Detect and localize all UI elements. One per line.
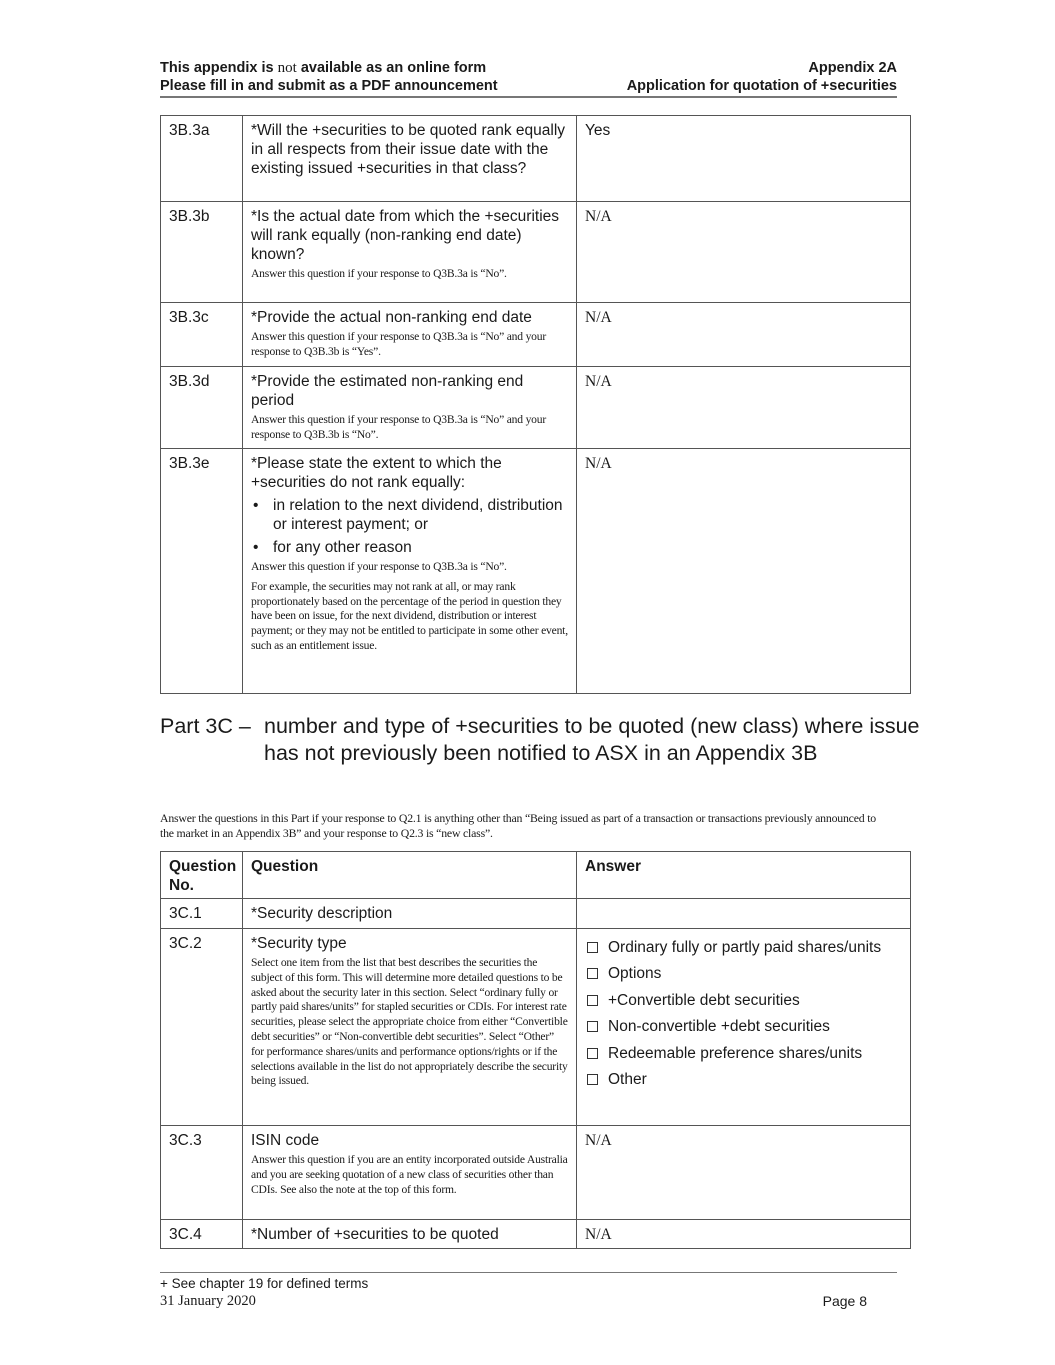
option-redeemable-preference[interactable]: Redeemable preference shares/units — [585, 1040, 902, 1067]
question-number: 3C.2 — [161, 929, 243, 1126]
question-number: 3B.3d — [161, 367, 243, 449]
question-number: 3C.4 — [161, 1220, 243, 1249]
option-options[interactable]: Options — [585, 961, 902, 988]
table-row — [161, 202, 911, 303]
column-header-answer: Answer — [577, 852, 911, 899]
question-text: *Security description — [243, 899, 577, 929]
page-number: Page 8 — [822, 1293, 867, 1309]
header-appendix-label: Appendix 2A — [808, 60, 897, 76]
table-row — [161, 449, 911, 694]
option-ordinary-shares[interactable]: Ordinary fully or partly paid shares/units — [585, 934, 902, 961]
column-header-question: Question — [243, 852, 577, 899]
question-text: *Is the actual date from which the +securities will rank equally (non-ranking end date) known? — [251, 208, 560, 263]
bullet-item: • in relation to the next dividend, distribution or interest payment; or — [253, 497, 563, 533]
question-number: 3C.1 — [161, 899, 243, 929]
question-number: 3B.3a — [161, 116, 243, 202]
question-number: 3B.3b — [161, 202, 243, 303]
checkbox-icon[interactable] — [587, 968, 598, 979]
answer-field[interactable]: N/A — [577, 1220, 911, 1249]
question-number: 3B.3c — [161, 303, 243, 367]
question-note: Answer this question if your response to Q3B.3a is “No”. — [251, 267, 507, 280]
question-cell — [243, 303, 577, 367]
answer-field[interactable]: N/A — [577, 1126, 911, 1220]
option-other[interactable]: Other — [585, 1067, 902, 1094]
table-row — [161, 1126, 911, 1220]
question-note: Answer this question if your response to Q3B.3a is “No” and your response to Q3B.3b is “No”. — [251, 413, 547, 441]
question-text: *Provide the estimated non-ranking end period — [251, 373, 524, 409]
question-cell — [243, 202, 577, 303]
part-3c-intro: Answer the questions in this Part if your response to Q2.1 is anything other than “Being issued as part of a transaction or transactions previously announced to the market in an Appendix 3B” and your response to Q2.3 is “new class”. — [160, 811, 876, 840]
question-example-note: For example, the securities may not rank at all, or may rank proportionately based on the percentage of the period in question they have been on issue, for the next dividend, distribution or interest payment; or they may not be entitled to participate in some other event, such as an entitlement issue. — [251, 579, 568, 652]
question-note: Select one item from the list that best describes the securities the subject of this form. This will determine more detailed questions to be asked about the security later in this section. Select “ordinary fully or partly paid shares/units” for stapled securities or CDIs. For interest rate securities, please select the appropriate choice from either “Convertible debt securities” or “Non-convertible debt securities”. Select “Other” for performance shares/units and performance options/rights or if the selections available in the list do not appropriately describe the security being issued. — [251, 956, 568, 1088]
table-row — [161, 303, 911, 367]
header-notice-line2: Please fill in and submit as a PDF announcement — [160, 78, 498, 94]
question-cell — [243, 367, 577, 449]
security-type-options — [577, 929, 911, 1126]
answer-field[interactable]: N/A — [577, 449, 911, 694]
answer-field[interactable]: N/A — [577, 202, 911, 303]
bullet-icon: • — [253, 539, 259, 556]
question-note: Answer this question if your response to Q3B.3a is “No” and your response to Q3B.3b is “Yes”. — [251, 330, 547, 358]
option-convertible-debt[interactable]: +Convertible debt securities — [585, 987, 902, 1014]
question-text: *Number of +securities to be quoted — [243, 1220, 577, 1249]
part-3c-label: Part 3C – — [160, 714, 251, 738]
question-note: Answer this question if your response to Q3B.3a is “No”. — [251, 560, 507, 573]
answer-field[interactable]: N/A — [577, 367, 911, 449]
question-text: ISIN code — [251, 1132, 320, 1149]
part-3b-table — [160, 115, 911, 694]
table-header-row — [161, 852, 911, 899]
header-form-title: Application for quotation of +securities — [626, 78, 897, 94]
checkbox-icon[interactable] — [587, 942, 598, 953]
question-cell — [243, 1126, 577, 1220]
answer-field[interactable]: N/A — [577, 303, 911, 367]
table-row — [161, 367, 911, 449]
page-footer — [160, 1272, 897, 1310]
checkbox-icon[interactable] — [587, 1021, 598, 1032]
table-row — [161, 1220, 911, 1249]
question-number: 3B.3e — [161, 449, 243, 694]
question-text: *Please state the extent to which the +securities do not rank equally: — [251, 455, 502, 491]
column-header-no: Question No. — [161, 852, 243, 899]
question-number: 3C.3 — [161, 1126, 243, 1220]
question-text: *Security type — [251, 935, 347, 952]
bullet-icon: • — [253, 497, 259, 514]
option-non-convertible-debt[interactable]: Non-convertible +debt securities — [585, 1014, 902, 1041]
footer-date: 31 January 2020 — [160, 1293, 256, 1309]
question-cell — [243, 929, 577, 1126]
page-header — [160, 59, 897, 98]
question-text: *Provide the actual non-ranking end date — [251, 309, 532, 326]
table-row — [161, 899, 911, 929]
question-note: Answer this question if you are an entity incorporated outside Australia and you are seeking quotation of a new class of securities other than CDIs. See also the note at the top of this form. — [251, 1153, 568, 1196]
header-notice-line1: This appendix is not available as an online form — [160, 60, 487, 76]
question-text: *Will the +securities to be quoted rank equally in all respects from their issue date with the existing issued +securities in that class? — [243, 116, 577, 202]
answer-field[interactable]: Yes — [577, 116, 911, 202]
checkbox-icon[interactable] — [587, 1074, 598, 1085]
table-row — [161, 116, 911, 202]
bullet-item: • for any other reason — [253, 539, 412, 556]
part-3c-title: number and type of +securities to be quoted (new class) where issue has not previously been notified to ASX in an Appendix 3B — [264, 714, 920, 765]
answer-field[interactable] — [577, 899, 911, 929]
defined-terms-note: + See chapter 19 for defined terms — [160, 1276, 369, 1291]
table-row — [161, 929, 911, 1126]
checkbox-icon[interactable] — [587, 995, 598, 1006]
question-cell — [243, 449, 577, 694]
part-3c-heading — [160, 713, 920, 766]
checkbox-icon[interactable] — [587, 1048, 598, 1059]
part-3c-table — [160, 851, 911, 1249]
